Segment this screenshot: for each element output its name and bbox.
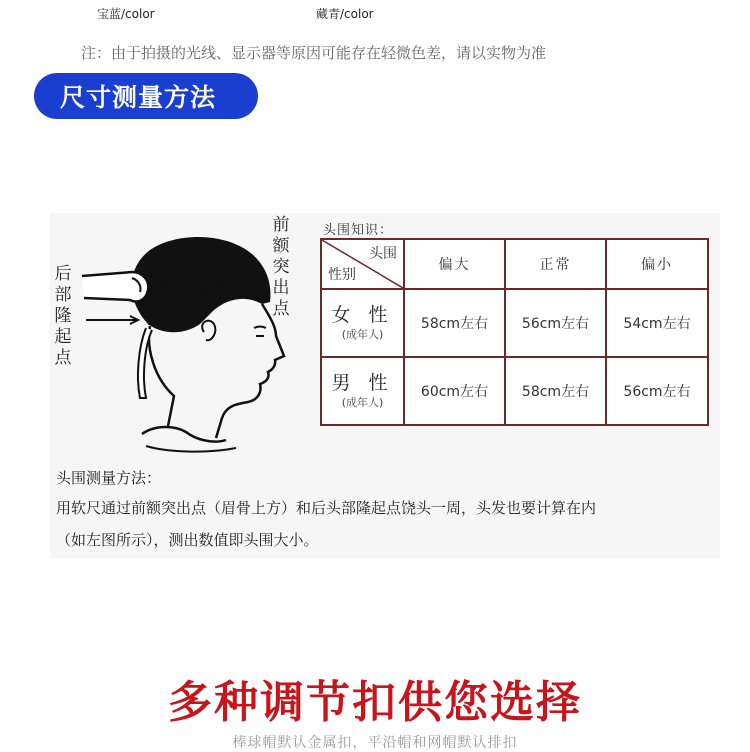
column-header: 偏小 — [606, 239, 708, 289]
size-cell: 60cm左右 — [404, 357, 505, 425]
back-label-char: 起 — [54, 327, 72, 347]
table-header-row — [321, 239, 708, 289]
method-description-line-2: （如左图所示），测出数值即头围大小。 — [56, 531, 319, 549]
size-cell: 56cm左右 — [505, 289, 606, 357]
front-label-char: 前 — [272, 215, 290, 235]
gender-sub-label: (成年人) — [341, 396, 384, 409]
back-point-label — [52, 264, 74, 369]
row-header-cell — [321, 357, 404, 425]
back-label-char: 部 — [54, 285, 72, 305]
front-label-char: 突 — [272, 257, 290, 277]
color-label-navy: 藏青/color — [316, 7, 374, 21]
corner-bottom-label: 性别 — [328, 267, 356, 283]
front-label-char: 额 — [272, 236, 290, 256]
table-caption: 头围知识： — [323, 223, 394, 238]
color-label-royal-blue: 宝蓝/color — [97, 7, 155, 21]
size-cell: 58cm左右 — [404, 289, 505, 357]
front-label-char: 点 — [272, 299, 290, 319]
promo-subtitle: 棒球帽默认金属扣，平沿帽和网帽默认排扣 — [232, 735, 518, 751]
corner-top-label: 头围 — [369, 246, 397, 262]
row-header-cell — [321, 289, 404, 357]
method-title: 头围测量方法： — [56, 469, 162, 487]
color-difference-note: 注：由于拍摄的光线、显示器等原因可能存在轻微色差，请以实物为准 — [81, 44, 547, 62]
gender-label: 女 性 — [331, 304, 394, 326]
method-description-line-1: 用软尺通过前额突出点（眉骨上方）和后头部隆起点饶头一周，头发也要计算在内 — [56, 499, 597, 517]
size-cell: 54cm左右 — [606, 289, 708, 357]
head-measurement-illustration — [76, 228, 296, 458]
column-header: 偏大 — [404, 239, 505, 289]
head-size-table — [320, 238, 709, 426]
gender-label: 男 性 — [331, 372, 394, 394]
back-label-char: 后 — [54, 264, 72, 284]
front-point-label — [270, 215, 292, 320]
table-corner-cell — [321, 239, 404, 289]
back-label-char: 隆 — [54, 306, 72, 326]
section-title-badge: 尺寸测量方法 — [34, 73, 258, 119]
promo-title: 多种调节扣供您选择 — [168, 677, 582, 728]
back-label-char: 点 — [54, 348, 72, 368]
table-row — [321, 289, 708, 357]
table-row — [321, 357, 708, 425]
size-cell: 56cm左右 — [606, 357, 708, 425]
column-header: 正常 — [505, 239, 606, 289]
gender-sub-label: (成年人) — [341, 328, 384, 341]
size-cell: 58cm左右 — [505, 357, 606, 425]
front-label-char: 出 — [272, 278, 290, 298]
